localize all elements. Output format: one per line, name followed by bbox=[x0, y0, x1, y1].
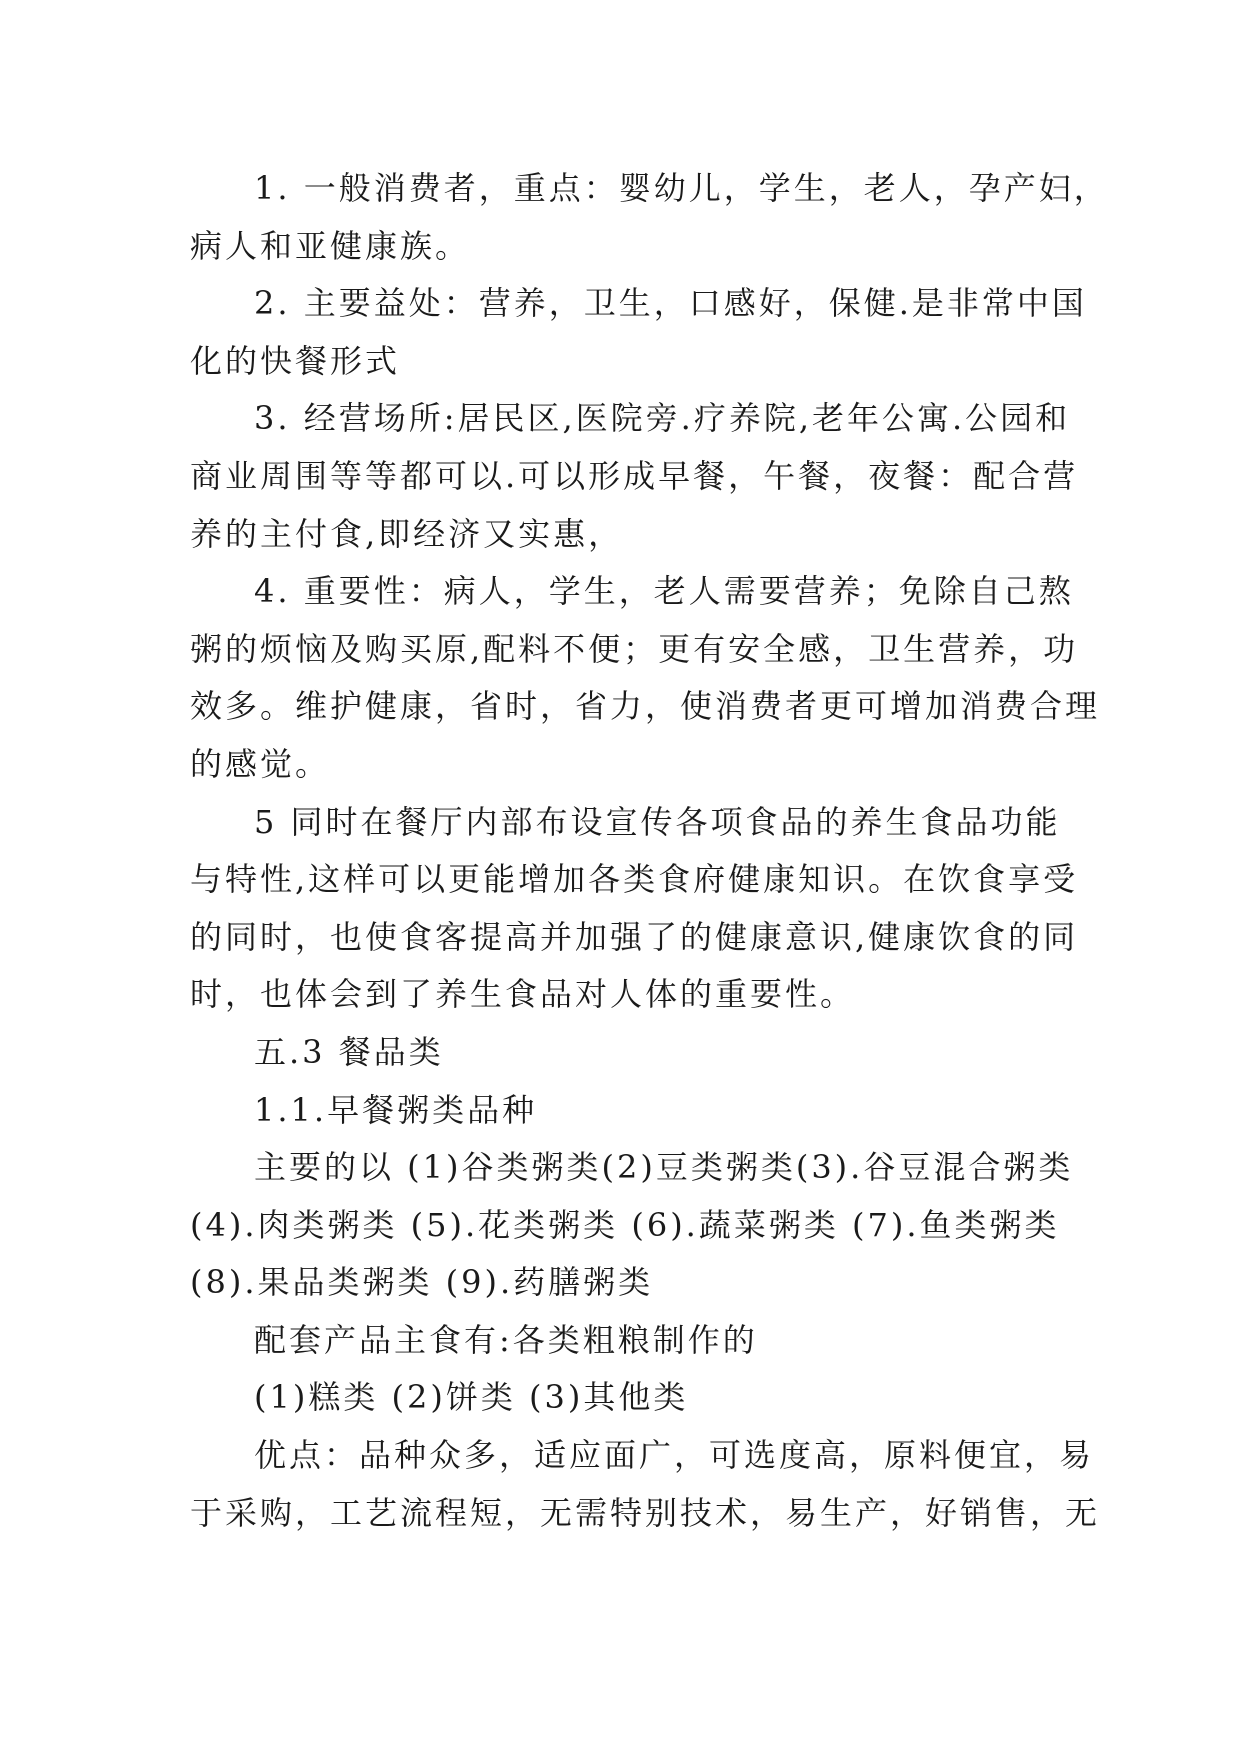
text-line: 优点：品种众多，适应面广，可选度高，原料便宜，易 bbox=[254, 1436, 1095, 1475]
text-line: 病人和亚健康族。 bbox=[190, 226, 471, 265]
text-line: 5 同时在餐厅内部布设宣传各项食品的养生食品功能 bbox=[254, 802, 1061, 841]
text-line: 五.3 餐品类 bbox=[254, 1032, 444, 1071]
text-line: 4. 重要性：病人，学生，老人需要营养；免除自己熬 bbox=[254, 572, 1074, 611]
text-line: (4).肉类粥类 (5).花类粥类 (6).蔬菜粥类 (7).鱼类粥类 bbox=[190, 1205, 1060, 1244]
text-line: (8).果品类粥类 (9).药膳粥类 bbox=[190, 1263, 654, 1302]
text-line: 1.1.早餐粥类品种 bbox=[254, 1090, 538, 1129]
text-line: 效多。维护健康，省时，省力，使消费者更可增加消费合理 bbox=[190, 687, 1101, 726]
text-line: 配套产品主食有:各类粗粮制作的 bbox=[254, 1320, 758, 1359]
text-line: 1. 一般消费者，重点：婴幼儿，学生，老人，孕产妇， bbox=[254, 169, 1109, 207]
text-line: 时，也体会到了养生食品对人体的重要性。 bbox=[190, 975, 856, 1014]
text-line: (1)糕类 (2)饼类 (3)其他类 bbox=[254, 1378, 689, 1417]
text-line: 的同时，也使食客提高并加强了的健康意识,健康饮食的同 bbox=[190, 917, 1079, 956]
text-line: 的感觉。 bbox=[190, 744, 331, 783]
text-line: 2. 主要益处：营养，卫生，口感好，保健.是非常中国 bbox=[254, 284, 1087, 323]
text-line: 商业周围等等都可以.可以形成早餐，午餐，夜餐：配合营 bbox=[190, 456, 1079, 495]
text-line: 3. 经营场所:居民区,医院旁.疗养院,老年公寓.公园和 bbox=[254, 399, 1071, 438]
document-body bbox=[190, 160, 1109, 1542]
text-line: 化的快餐形式 bbox=[190, 341, 401, 380]
text-line: 主要的以 (1)谷类粥类(2)豆类粥类(3).谷豆混合粥类 bbox=[254, 1148, 1074, 1187]
text-line: 于采购，工艺流程短，无需特别技术，易生产，好销售，无 bbox=[190, 1493, 1101, 1532]
text-line: 粥的烦恼及购买原,配料不便；更有安全感，卫生营养，功 bbox=[190, 629, 1079, 668]
text-line: 与特性,这样可以更能增加各类食府健康知识。在饮食享受 bbox=[190, 860, 1079, 899]
text-line: 养的主付食,即经济又实惠， bbox=[190, 514, 624, 553]
